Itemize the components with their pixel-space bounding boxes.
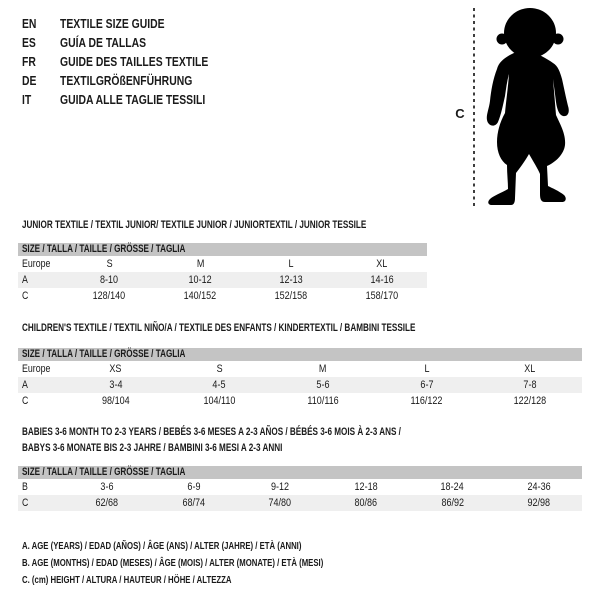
language-row <box>22 33 245 52</box>
table-cell-value: 12-13 <box>279 274 303 286</box>
table-cell-value: 24-36 <box>527 481 551 493</box>
height-marker-line <box>472 8 476 208</box>
language-code: IT <box>22 92 32 107</box>
junior-table-title-text: JUNIOR TEXTILE / TEXTIL JUNIOR/ TEXTILE JUNIOR / JUNIORTEXTIL / JUNIOR TESSILE <box>22 219 367 231</box>
row-label <box>18 288 64 304</box>
table-cell-value: 122/128 <box>513 395 547 407</box>
children-table-title <box>22 320 554 336</box>
table-cell <box>168 377 272 393</box>
table-cell <box>64 272 155 288</box>
table-cell <box>336 288 427 304</box>
toddler-silhouette-icon <box>480 6 575 206</box>
table-cell <box>336 256 427 272</box>
language-title: GUIDA ALLE TAGLIE TESSILI <box>60 92 206 107</box>
table-cell-value: XS <box>109 363 122 375</box>
row-label-text: C <box>22 497 29 509</box>
table-cell-value: 3-4 <box>109 379 123 391</box>
language-code: ES <box>22 35 36 50</box>
table-cell <box>64 361 168 377</box>
table-row <box>18 393 582 409</box>
table-cell <box>64 288 155 304</box>
row-label-text: C <box>22 395 29 407</box>
table-cell-value: 8-10 <box>100 274 119 286</box>
table-cell-value: 158/170 <box>365 290 398 302</box>
babies-table-title-line2: BABYS 3-6 MONATE BIS 2-3 JAHRE / BAMBINI 3-6 MESI A 2-3 ANNI <box>22 442 283 454</box>
table-cell <box>336 272 427 288</box>
table-cell <box>246 288 337 304</box>
table-cell <box>155 288 246 304</box>
table-cell <box>409 495 495 511</box>
size-table-header <box>18 243 427 256</box>
table-cell-value: L <box>424 363 430 375</box>
row-label <box>18 272 64 288</box>
table-row <box>18 495 582 511</box>
table-cell-value: M <box>319 363 327 375</box>
table-row <box>18 377 582 393</box>
language-title: GUÍA DE TALLAS <box>60 35 147 50</box>
size-table-header <box>18 348 582 361</box>
table-cell-value: 74/80 <box>268 497 292 509</box>
size-table-header-label: SIZE / TALLA / TAILLE / GRÖSSE / TAGLIA <box>22 466 186 478</box>
table-cell-value: M <box>196 258 204 270</box>
row-label-text: Europe <box>22 258 51 270</box>
table-cell-value: 116/122 <box>410 395 443 407</box>
language-title: TEXTILE SIZE GUIDE <box>60 16 165 31</box>
row-label-text: B <box>22 481 28 493</box>
note-b-text: B. AGE (MONTHS) / EDAD (MESES) / ÂGE (MOIS) / ALTER (MONATE) / ETÀ (MESI) <box>22 557 324 569</box>
babies-table-title <box>22 424 534 456</box>
table-row <box>18 256 427 272</box>
table-row <box>18 272 427 288</box>
size-table-rows <box>18 256 427 304</box>
table-cell-value: S <box>216 363 223 375</box>
table-cell <box>168 393 272 409</box>
table-cell-value: 5-6 <box>316 379 330 391</box>
language-code: EN <box>22 16 37 31</box>
babies-table-title-line1: BABIES 3-6 MONTH TO 2-3 YEARS / BEBÉS 3-6 MESES A 2-3 AÑOS / BÉBÉS 3-6 MOIS À 2-3 ANS / <box>22 426 401 438</box>
note-line-b <box>22 555 429 572</box>
table-cell-value: 140/152 <box>183 290 217 302</box>
table-cell <box>375 377 479 393</box>
size-figure <box>440 0 600 215</box>
table-row <box>18 479 582 495</box>
junior-size-table <box>18 243 427 304</box>
table-cell <box>155 272 246 288</box>
table-cell <box>375 393 479 409</box>
row-label <box>18 495 64 511</box>
row-label <box>18 393 64 409</box>
table-cell <box>478 361 582 377</box>
table-cell <box>409 479 495 495</box>
row-label-text: C <box>22 290 29 302</box>
note-line-a <box>22 538 429 555</box>
size-table-rows <box>18 361 582 409</box>
table-cell-value: 18-24 <box>440 481 465 493</box>
table-cell <box>496 495 582 511</box>
table-cell-value: 4-5 <box>212 379 226 391</box>
size-table-header-label: SIZE / TALLA / TAILLE / GRÖSSE / TAGLIA <box>22 348 186 360</box>
size-table-header-label: SIZE / TALLA / TAILLE / GRÖSSE / TAGLIA <box>22 243 186 255</box>
row-label-text: Europe <box>22 363 51 375</box>
table-cell-value: 86/92 <box>441 497 464 509</box>
table-cell-value: 6-9 <box>186 481 201 493</box>
table-cell-value: 7-8 <box>523 379 537 391</box>
size-table-header <box>18 466 582 479</box>
table-cell <box>64 377 168 393</box>
table-cell <box>237 479 323 495</box>
table-cell-value: 10-12 <box>188 274 212 286</box>
table-cell-value: 152/158 <box>274 290 308 302</box>
table-cell <box>64 495 150 511</box>
table-cell <box>64 256 155 272</box>
table-cell-value: 3-6 <box>100 481 114 493</box>
table-cell-value: L <box>288 258 294 270</box>
language-code: DE <box>22 73 37 88</box>
note-line-c <box>22 572 429 589</box>
table-cell <box>271 393 375 409</box>
table-cell <box>271 361 375 377</box>
table-cell <box>246 256 337 272</box>
table-cell-value: XL <box>524 363 536 375</box>
language-row <box>22 52 245 71</box>
table-cell <box>237 495 323 511</box>
row-label <box>18 256 64 272</box>
table-cell <box>155 256 246 272</box>
row-label <box>18 377 64 393</box>
table-cell <box>64 479 150 495</box>
table-cell-value: 128/140 <box>93 290 126 302</box>
table-cell <box>64 393 168 409</box>
row-label-text: A <box>22 274 28 286</box>
note-a-text: A. AGE (YEARS) / EDAD (AÑOS) / ÂGE (ANS) / ALTER (JAHRE) / ETÀ (ANNI) <box>22 540 302 552</box>
legend-notes <box>22 538 429 589</box>
table-cell <box>150 479 236 495</box>
table-cell <box>323 495 409 511</box>
row-label <box>18 361 64 377</box>
children-size-table <box>18 348 582 409</box>
table-cell <box>246 272 337 288</box>
junior-table-title <box>22 217 487 233</box>
language-row <box>22 14 245 33</box>
size-table-rows <box>18 479 582 511</box>
table-cell-value: 98/104 <box>101 395 130 407</box>
language-title: TEXTILGRÖßENFÜHRUNG <box>60 73 193 88</box>
table-cell-value: 62/68 <box>95 497 119 509</box>
table-cell <box>478 377 582 393</box>
note-c-text: C. (cm) HEIGHT / ALTURA / HAUTEUR / HÖHE / ALTEZZA <box>22 574 232 586</box>
table-cell <box>271 377 375 393</box>
language-row <box>22 71 245 90</box>
row-label <box>18 479 64 495</box>
table-cell-value: S <box>106 258 113 270</box>
table-cell <box>323 479 409 495</box>
table-row <box>18 361 582 377</box>
babies-size-table <box>18 466 582 511</box>
table-cell <box>375 361 479 377</box>
language-title: GUIDE DES TAILLES TEXTILE <box>60 54 209 69</box>
table-cell-value: 12-18 <box>354 481 378 493</box>
language-code: FR <box>22 54 36 69</box>
table-row <box>18 288 427 304</box>
table-cell-value: 6-7 <box>420 379 434 391</box>
table-cell-value: 14-16 <box>370 274 394 286</box>
table-cell <box>478 393 582 409</box>
table-cell-value: 80/86 <box>354 497 378 509</box>
row-label-text: A <box>22 379 28 391</box>
table-cell <box>150 495 236 511</box>
table-cell-value: 9-12 <box>270 481 289 493</box>
language-row <box>22 90 245 109</box>
height-marker-label: C <box>455 106 465 121</box>
table-cell-value: 104/110 <box>203 395 236 407</box>
table-cell <box>496 479 582 495</box>
language-title-list <box>22 14 245 109</box>
table-cell-value: 68/74 <box>182 497 205 509</box>
table-cell-value: 110/116 <box>307 395 339 407</box>
table-cell-value: XL <box>376 258 388 270</box>
table-cell-value: 92/98 <box>527 497 551 509</box>
table-cell <box>168 361 272 377</box>
children-table-title-text: CHILDREN'S TEXTILE / TEXTIL NIÑO/A / TEXTILE DES ENFANTS / KINDERTEXTIL / BAMBINI TESSILE <box>22 322 416 334</box>
